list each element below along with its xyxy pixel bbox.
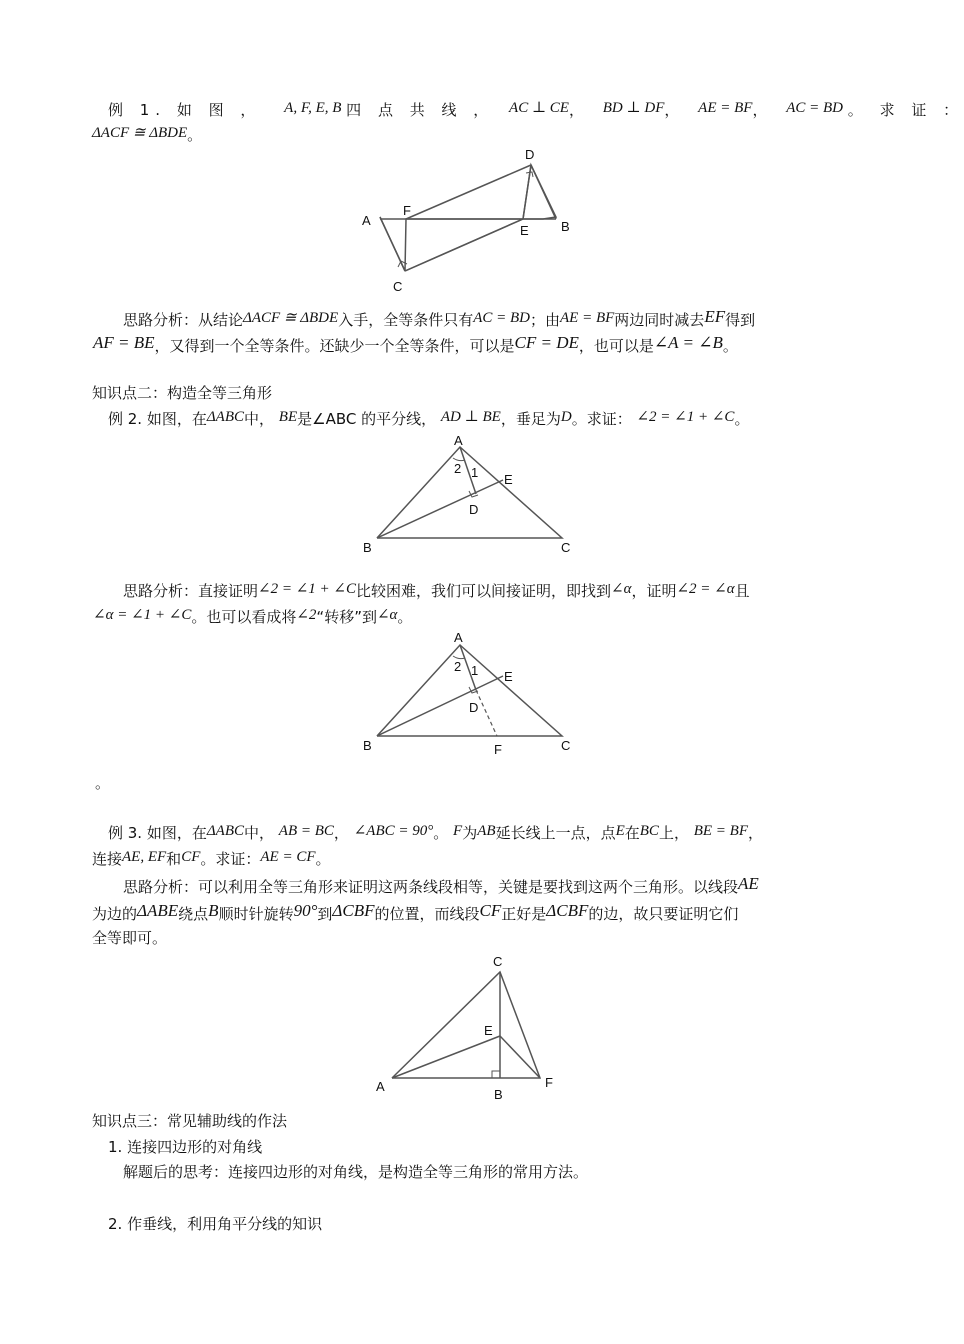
label-1: 1 [471,465,479,480]
figure-1 [360,145,580,295]
ex2-analysis-line2: ∠α = ∠1 + ∠C。也可以看成将∠2“转移”到∠α。 [93,607,413,626]
label-d: D [469,502,479,517]
label-e: E [520,223,529,238]
label-f: F [545,1075,553,1090]
label-a: A [376,1079,385,1094]
ex1-analysis-line1: 思路分析：从结论ΔACF ≅ ΔBDE入手，全等条件只有AC = BD；由AE = BF两边同时减去EF得到 [123,307,756,329]
figure-3 [355,626,585,761]
ex2-dot: 。 [95,774,111,792]
label-2: 2 [454,461,462,476]
ex3-analysis-line2: 为边的ΔABE绕点B顺时针旋转90°到ΔCBF的位置，而线段CF正好是ΔCBF的边，故只要证明它们 [92,901,739,923]
figure-1-lines [380,165,556,271]
figure-4 [370,950,570,1105]
label-2: 2 [454,659,462,674]
label-c: C [393,279,403,294]
kp2-heading: 知识点二：构造全等三角形 [92,384,273,402]
ex1-statement: 例 1. 如 图 ， A, F, E, B 四 点 共 线 ， AC ⊥ CE， BD ⊥ DF， AE = BF， AC = BD 。 求 证 ： [108,100,964,119]
ex2-analysis-line1: 思路分析：直接证明∠2 = ∠1 + ∠C比较困难，我们可以间接证明，即找到∠α，证明∠2 = ∠α且 [123,581,750,600]
label-d: D [469,700,479,715]
label-b: B [561,219,570,234]
label-d: D [525,147,535,162]
label-f: F [403,203,411,218]
label-a: A [454,433,463,448]
ex3-statement-line1: 例 3. 如图，在ΔABC中， AB = BC， ∠ABC = 90°。 F为AB延长线上一点，点E在BC上， BE = BF， [108,823,764,842]
dashed-extension [476,690,497,736]
label-b: B [363,540,372,555]
label-1: 1 [471,663,479,678]
ex3-analysis-line1: 思路分析：可以利用全等三角形来证明这两条线段相等，关键是要找到这两个三角形。以线段AE [123,874,759,896]
item-2: 2. 作垂线，利用角平分线的知识 [108,1215,323,1233]
item-1: 1. 连接四边形的对角线 [108,1138,263,1156]
label-f: F [494,742,502,757]
label-b: B [494,1087,503,1102]
ex3-analysis-line3: 全等即可。 [92,929,168,947]
label-a: A [454,630,463,645]
label-e: E [484,1023,493,1038]
label-b: B [363,738,372,753]
item-1-note: 解题后的思考：连接四边形的对角线，是构造全等三角形的常用方法。 [123,1163,589,1181]
label-c: C [561,540,571,555]
label-e: E [504,472,513,487]
ex2-statement: 例 2. 如图，在ΔABC中， BE是∠ABC 的平分线， AD ⊥ BE，垂足为D。求证： ∠2 = ∠1 + ∠C。 [108,409,750,428]
label-c: C [493,954,503,969]
kp3-heading: 知识点三：常见辅助线的作法 [92,1112,288,1130]
ex3-statement-line2: 连接AE, EF和CF。求证：AE = CF。 [92,849,331,868]
figure-2 [355,430,585,560]
label-a: A [362,213,371,228]
label-e: E [504,669,513,684]
label-c: C [561,738,571,753]
ex1-analysis-line2: AF = BE，又得到一个全等条件。还缺少一个全等条件，可以是CF = DE，也可以是∠A = ∠B。 [93,333,738,355]
ex1-goal: ΔACF ≅ ΔBDE。 [92,125,203,144]
right-angle-mark-b [492,1071,500,1078]
